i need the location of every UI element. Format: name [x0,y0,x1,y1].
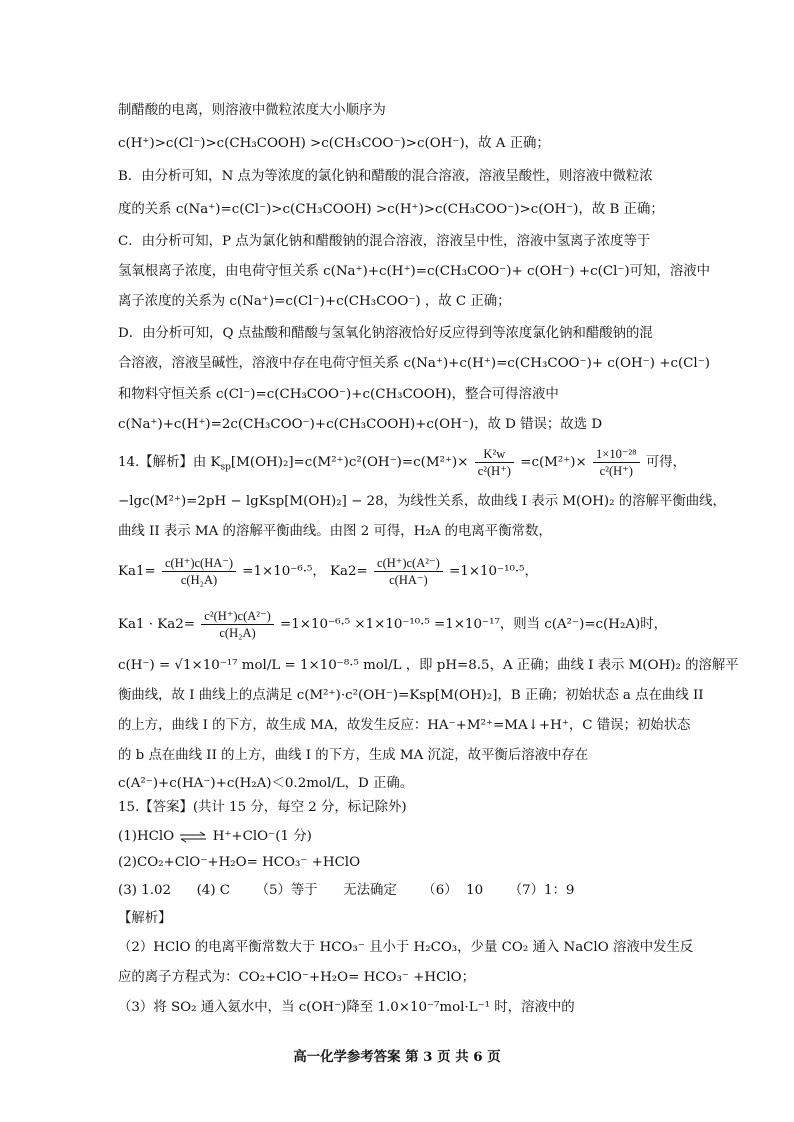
ka2-value: =1×10⁻¹⁰·⁵， [449,564,538,579]
text-line-2: c(H⁺)>c(Cl⁻)>c(CH₃COOH) >c(CH₃COO⁻)>c(OH⁻)，故 A 正确； [118,136,550,151]
q14-ch-line: c(H⁻) = √1×10⁻¹⁷ mol/L = 1×10⁻⁸·⁵ mol/L ，即 pH=8.5，A 正确；曲线 I 表示 M(OH)₂ 的溶解平 [118,658,739,673]
equilibrium-arrows-icon [178,831,208,843]
q14-kw-numerator: K²w [475,446,514,463]
q14-line-a: 衡曲线，故 I 曲线上的点满足 c(M²⁺)·c²(OH⁻)=Ksp[M(OH)₂]，B 正确；初始状态 a 点在曲线 II [118,688,704,703]
text-line-3: B．由分析可知，N 点为等浓度的氯化钠和醋酸的混合溶液，溶液呈酸性，则溶液中微粒浓 [118,169,653,184]
q14-line-b: 的上方，曲线 I 的下方，故生成 MA，故发生反应：HA⁻+M²⁺=MA↓+H⁺，C 错误；初始状态 [118,718,691,733]
q15-answer-3: (3) 1.02 (4) C （5）等于 无法确定 （6） 10 （7）1：9 [118,883,575,898]
q14-kprod-line [118,605,674,645]
q15-analysis-2a: （2）HClO 的电离平衡常数大于 HCO₃⁻ 且小于 H₂CO₃，少量 CO₂ 通入 NaClO 溶液中发生反 [118,940,694,955]
q15-answer-1-right: H⁺+ClO⁻(1 分) [212,829,312,844]
q15-answer-2: (2)CO₂+ClO⁻+H₂O= HCO₃⁻ +HClO [118,855,361,870]
q14-ka-line [118,552,674,592]
ka2-fraction [374,555,443,588]
q14-ksp-expression-2: =c(M²⁺)× [520,455,587,470]
q15-analysis-3: （3）将 SO₂ 通入氨水中，当 c(OH⁻)降至 1.0×10⁻⁷mol·L⁻¹ 时，溶液中的 [118,1000,575,1015]
q15-answer-1-left: (1)HClO [118,829,175,844]
q15-answer-1 [118,827,654,847]
kprod-value: =1×10⁻⁶·⁵ ×1×10⁻¹⁰·⁵ =1×10⁻¹⁷，则当 c(A²⁻)=c(H₂A)时， [280,617,667,632]
text-line-10: 和物料守恒关系 c(Cl⁻)=c(CH₃COO⁻)+c(CH₃COOH)，整合可得溶液中 [118,387,559,402]
kprod-denominator: c(H₂A) [219,626,256,640]
ka1-fraction [162,555,236,588]
text-line-11: c(Na⁺)+c(H⁺)=2c(CH₃COO⁻)+c(CH₃COOH)+c(OH⁻)，故 D 错误；故选 D [118,417,603,432]
q15-header: 15.【答案】(共计 15 分，每空 2 分，标记除外) [118,800,407,815]
q14-ksp-expression: [M(OH)₂]=c(M²⁺)c²(OH⁻)=c(M²⁺)× [230,455,469,470]
q14-conclusion: 可得， [645,455,686,470]
q14-curve-line: 曲线 II 表示 MA 的溶解平衡曲线。由图 2 可得，H₂A 的电离平衡常数， [118,524,552,539]
ka1-numerator: c(H⁺)c(HA⁻) [162,555,236,572]
ka1-denominator: c(H₂A) [180,573,218,587]
text-line-5: C．由分析可知，P 点为氯化钠和醋酸钠的混合溶液，溶液呈中性，溶液中氢离子浓度等于 [118,234,651,249]
ka1-label: Ka1= [118,564,156,579]
text-line-6: 氢氧根离子浓度，由电荷守恒关系 c(Na⁺)+c(H⁺)=c(CH₃COO⁻)+ c(OH⁻) +c(Cl⁻)可知，溶液中 [118,264,710,279]
q14-line-d: c(A²⁻)+c(HA⁻)+c(H₂A)＜0.2mol/L，D 正确。 [118,776,414,791]
q14-kw-denominator: c²(H⁺) [477,464,511,478]
ka2-denominator: c(HA⁻) [389,573,428,587]
page-footer: 高一化学参考答案 第 3 页 共 6 页 [293,1049,501,1065]
ka1-value: =1×10⁻⁶·⁵， [242,564,326,579]
q15-analysis-2b: 应的离子方程式为：CO₂+ClO⁻+H₂O= HCO₃⁻ +HClO； [118,970,476,985]
q14-kw-fraction [475,446,514,479]
text-line-9: 合溶液，溶液呈碱性，溶液中存在电荷守恒关系 c(Na⁺)+c(H⁺)=c(CH₃COO⁻)+ c(OH⁻) +c(Cl⁻) [118,356,710,371]
q14-linear-line: −lgc(M²⁺)=2pH − lgKsp[M(OH)₂] − 28，为线性关系，故曲线 I 表示 M(OH)₂ 的溶解平衡曲线， [118,494,726,509]
q14-line-c: 的 b 点在曲线 II 的上方，曲线 I 的下方，生成 MA 沉淀，故平衡后溶液中存在 [118,748,589,763]
kprod-fraction [201,608,274,641]
q15-analysis-title: 【解析】 [118,911,172,926]
text-line-8: D．由分析可知，Q 点盐酸和醋酸与氢氧化钠溶液恰好反应得到等浓度氯化钠和醋酸钠的混 [118,326,653,341]
ka2-label: Ka2= [330,564,368,579]
q14-ksp-fraction [593,446,640,479]
kprod-label: Ka1 · Ka2= [118,617,196,632]
q14-ksp-denominator: c²(H⁺) [599,464,633,478]
text-line-1: 制醋酸的电离，则溶液中微粒浓度大小顺序为 [118,103,386,118]
q14-ksp-line [118,445,686,486]
text-line-4: 度的关系 c(Na⁺)=c(Cl⁻)>c(CH₃COOH) >c(H⁺)>c(CH₃COO⁻)>c(OH⁻)，故 B 正确； [118,202,664,217]
kprod-numerator: c²(H⁺)c(A²⁻) [201,608,274,625]
q14-intro: 14.【解析】由 K [118,455,221,470]
text-line-7: 离子浓度的关系为 c(Na⁺)=c(Cl⁻)+c(CH₃COO⁻) ，故 C 正确； [118,294,511,309]
q14-sp-sub: sp [220,462,231,473]
ka2-numerator: c(H⁺)c(A²⁻) [374,555,443,572]
q14-ksp-numerator: 1×10⁻²⁸ [593,446,640,463]
